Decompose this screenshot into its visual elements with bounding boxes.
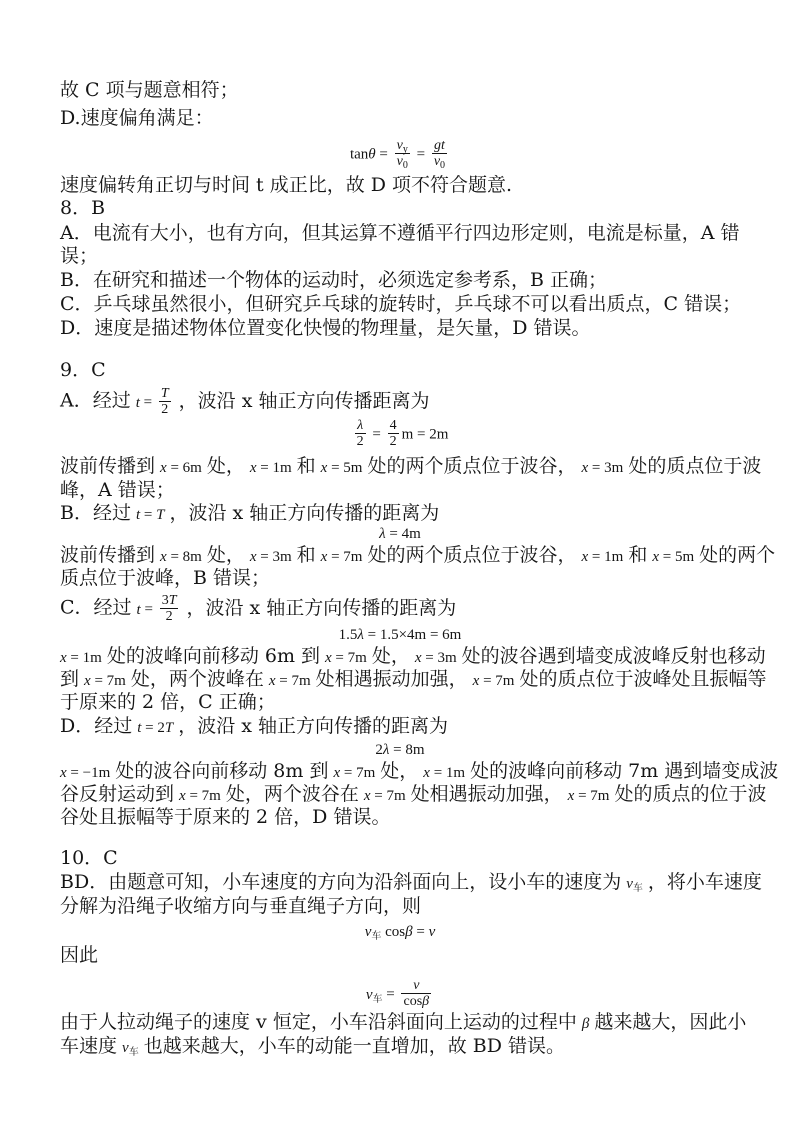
fraction (388, 418, 399, 449)
fraction-numerator (355, 418, 366, 434)
q9-option-b-line-1 (60, 543, 775, 567)
q9-option-a-line-1 (60, 454, 761, 478)
math-variable: θ (368, 146, 376, 163)
math-variable: β (422, 994, 430, 1009)
text-run: ，波沿 x 轴正方向传播的距离为 (169, 502, 440, 524)
text-run: D．经过 (60, 715, 133, 737)
text-run: B．在研究和描述一个物体的运动时，必须选定参考系，B 正确； (60, 269, 607, 291)
text-run: 到 (60, 668, 80, 690)
text-run: 处， (206, 544, 245, 566)
q9-answer-heading (60, 358, 106, 382)
text-run: D．速度是描述物体位置变化快慢的物理量，是矢量，D 错误。 (60, 317, 591, 339)
text-run: 处， (380, 760, 419, 782)
q9-option-c-line-2 (60, 667, 767, 691)
text-run: A．经过 (60, 389, 131, 412)
math-text: = (368, 426, 385, 443)
fraction-denominator (401, 994, 431, 1009)
variable-subscript: 车 (128, 1047, 139, 1058)
math-variable: x (84, 673, 91, 689)
math-text: cos (403, 994, 423, 1009)
q10-bd-therefore (60, 943, 98, 967)
text-run: 处的两个 (699, 544, 776, 566)
formula-half-wavelength (0, 418, 800, 449)
q7-d-conclusion (60, 173, 512, 197)
text-run: 处，两个波峰在 (130, 668, 264, 690)
q9-option-c-line-1 (60, 644, 766, 668)
text-run: B．经过 (60, 502, 131, 524)
math-variable: β (405, 924, 413, 940)
q9-option-d-line-1 (60, 759, 778, 783)
variable-symbol: v (122, 1040, 129, 1056)
math-text: = (375, 146, 392, 163)
text-run: 处的两个质点位于波谷， (367, 455, 577, 477)
q10-answer-heading (60, 846, 118, 870)
math-text: = 3m (256, 549, 292, 565)
fraction (432, 138, 447, 169)
math-variable: β (581, 1016, 590, 1032)
math-text: = 3m (421, 650, 457, 666)
q9-option-a-heading (60, 386, 430, 417)
math-text: = 5m (659, 549, 695, 565)
math-variable: x (160, 460, 167, 476)
variable-subscript: 车 (632, 883, 643, 894)
math-variable: x (581, 549, 589, 565)
text-run: 处的波谷向前移动 8m 到 (115, 760, 329, 782)
math-text: = 1m (256, 460, 292, 476)
math-text: = 7m (574, 788, 610, 804)
variable-subscript: 车 (372, 993, 383, 1005)
q8-option-a-line-1 (60, 221, 739, 245)
q10-bd-line-4 (60, 1034, 565, 1058)
variable-subscript: 0 (440, 160, 446, 171)
q9-option-d-line-3 (60, 805, 390, 829)
math-text: = 8m (389, 742, 425, 758)
fraction (355, 418, 366, 449)
fraction (159, 386, 171, 417)
math-text: m = 2m (401, 426, 449, 443)
math-text: = 7m (185, 788, 221, 804)
text-run: 9．C (60, 359, 106, 381)
text-run: 分解为沿绳子收缩方向与垂直绳子方向，则 (60, 895, 422, 917)
text-run: ，波沿 x 轴正方向传播距离为 (178, 389, 430, 412)
text-run: 处的两个质点位于波谷， (367, 544, 577, 566)
q9-option-c-line-3 (60, 690, 276, 714)
math-variable: x (268, 673, 276, 689)
text-run: 因此 (60, 944, 99, 966)
math-text: = 2 (141, 720, 165, 736)
subscripted-variable (122, 1040, 139, 1056)
math-text: = 7m (479, 673, 515, 689)
fraction-numerator (388, 418, 399, 434)
q8-option-d (60, 316, 591, 340)
math-variable: x (652, 549, 659, 565)
math-text: tan (349, 146, 369, 163)
math-text: = 7m (370, 788, 406, 804)
text-run: 处的质点位于波 (628, 455, 762, 477)
math-variable: t (135, 507, 141, 523)
variable-subscript: 0 (402, 160, 408, 171)
variable-subscript: 车 (371, 931, 382, 942)
text-run: 故 C 项与题意相符； (60, 79, 239, 101)
text-run: 8．B (60, 197, 106, 219)
math-text: 2 (161, 402, 169, 417)
formula-wavelength (0, 520, 800, 544)
q7-d-heading (60, 106, 214, 130)
subscripted-variable (397, 154, 408, 169)
math-variable: x (363, 788, 371, 804)
text-run: 由于人拉动绳子的速度 v 恒定，小车沿斜面向上运动的过程中 (60, 1011, 577, 1033)
text-run: 处相遇振动加强， (315, 668, 468, 690)
math-text: = 7m (275, 673, 311, 689)
math-text: = (140, 507, 157, 523)
variable-symbol: v (396, 154, 403, 169)
math-variable: x (472, 673, 480, 689)
fraction-numerator (432, 138, 447, 154)
text-run: 和 (296, 455, 316, 477)
text-run: 和 (628, 544, 648, 566)
math-variable: T (156, 507, 165, 523)
math-variable: λ (357, 418, 364, 433)
fraction-numerator (401, 978, 431, 994)
text-run: 峰，A 错误； (60, 479, 175, 501)
text-run: C．经过 (60, 596, 132, 619)
formula-tan-theta (0, 138, 800, 171)
math-text: 3 (161, 593, 169, 608)
math-text: = (412, 146, 429, 163)
fraction (160, 593, 179, 624)
text-run: 波前传播到 (60, 455, 156, 477)
math-text: = 5m (327, 460, 363, 476)
math-variable: T (168, 593, 177, 608)
fraction-numerator (160, 593, 179, 609)
text-run: C．乒乓球虽然很小，但研究乒乓球的旋转时，乒乓球不可以看出质点，C 错误； (60, 293, 742, 315)
text-run: 于原来的 2 倍，C 正确； (60, 691, 276, 713)
math-variable: x (179, 788, 186, 804)
variable-symbol: v (364, 924, 372, 940)
variable-subscript: y (402, 144, 408, 155)
math-text: cos (381, 924, 406, 940)
fraction-denominator (432, 154, 447, 169)
text-run: 波前传播到 (60, 544, 156, 566)
q9-option-c-heading (60, 593, 457, 624)
text-run: 处， (371, 645, 410, 667)
math-text: = (139, 394, 156, 411)
variable-symbol: v (433, 154, 441, 169)
q9-option-d-line-2 (60, 782, 767, 806)
math-variable: x (423, 765, 430, 781)
text-run: 处， (206, 455, 245, 477)
math-text: = 1m (429, 765, 466, 781)
q7-c-conclusion (60, 78, 239, 102)
text-run: 处，两个波谷在 (225, 783, 359, 805)
math-variable: x (320, 460, 328, 476)
q9-option-a-line-2 (60, 478, 175, 502)
math-variable: x (581, 460, 589, 476)
fraction (395, 138, 410, 169)
math-variable: λ (379, 526, 386, 542)
formula-one-and-half-wavelength (0, 621, 800, 645)
math-text: = 7m (327, 549, 363, 565)
formula-velocity-component (0, 918, 800, 942)
math-text: = (412, 924, 429, 940)
formula-cart-velocity (0, 978, 800, 1009)
math-text: 2 (375, 742, 383, 758)
math-variable: v (413, 978, 420, 993)
fraction-denominator (159, 402, 171, 417)
text-run: 谷反射运动到 (60, 783, 175, 805)
math-variable: x (414, 650, 422, 666)
text-run: 越来越大，因此小 (594, 1011, 747, 1033)
subscripted-variable (434, 154, 445, 169)
text-run: ，波沿 x 轴正方向传播的距离为 (178, 715, 449, 737)
math-text: = 7m (340, 765, 376, 781)
math-text: = 7m (90, 673, 126, 689)
q10-bd-line-2 (60, 894, 421, 918)
math-variable: x (60, 765, 67, 781)
variable-symbol: v (365, 986, 373, 1003)
subscripted-variable (365, 924, 382, 940)
fraction-numerator (395, 138, 410, 154)
text-run: 速度偏转角正切与时间 t 成正比，故 D 项不符合题意. (60, 174, 513, 196)
math-variable: t (136, 601, 141, 618)
math-variable: x (325, 650, 332, 666)
text-run: 质点位于波峰，B 错误； (60, 567, 271, 589)
math-variable: x (60, 650, 67, 666)
fraction (401, 978, 431, 1009)
math-text: 2 (356, 434, 364, 449)
math-variable: λ (357, 627, 364, 643)
text-run: 处的质点位于波峰处且振幅等 (519, 668, 767, 690)
math-text: 1.5 (338, 627, 358, 643)
math-variable: x (249, 549, 257, 565)
variable-symbol: v (396, 138, 403, 153)
math-text: 4 (389, 418, 397, 433)
text-run: 误； (60, 245, 99, 267)
text-run: ，波沿 x 轴正方向传播的距离为 (186, 596, 457, 619)
q10-bd-line-3 (60, 1010, 746, 1034)
subscripted-variable (366, 987, 383, 1003)
q8-answer-heading (60, 196, 105, 220)
math-variable: x (567, 788, 575, 804)
text-run: 10．C (60, 847, 118, 869)
text-run: 处的波谷遇到墙变成波峰反射也移动 (461, 645, 766, 667)
math-text: = 3m (588, 460, 624, 476)
math-text: = 4m (385, 526, 421, 542)
text-run: BD．由题意可知，小车速度的方向为沿斜面向上，设小车的速度为 (60, 871, 622, 893)
math-variable: t (135, 394, 140, 411)
math-variable: T (160, 386, 169, 401)
math-variable: x (249, 460, 257, 476)
text-run: 处的波峰向前移动 6m 到 (106, 645, 320, 667)
math-text: 2 (389, 434, 397, 449)
text-run: A．电流有大小，也有方向，但其运算不遵循平行四边形定则，电流是标量，A 错 (60, 222, 740, 244)
fraction-denominator (395, 154, 410, 169)
text-run: 也越来越大，小车的动能一直增加，故 BD 错误。 (143, 1035, 565, 1057)
q8-option-c (60, 292, 741, 316)
math-text: = 1m (66, 650, 102, 666)
text-run: 处相遇振动加强， (410, 783, 563, 805)
math-variable: x (160, 549, 167, 565)
math-variable: λ (382, 742, 390, 758)
math-variable: x (320, 549, 328, 565)
math-text: = 1m (588, 549, 624, 565)
text-run: 和 (296, 544, 316, 566)
q9-option-d-heading (60, 714, 448, 738)
math-variable: T (164, 720, 174, 736)
math-text: 2 (165, 609, 173, 624)
math-variable: v (428, 924, 436, 940)
q8-option-a-line-2 (60, 244, 98, 268)
math-text: = 7m (331, 650, 367, 666)
math-text: = −1m (66, 765, 111, 781)
math-variable: x (333, 765, 341, 781)
q8-option-b (60, 268, 607, 292)
text-run: ，将小车速度 (647, 871, 762, 893)
text-run: D.速度偏角满足： (60, 107, 214, 129)
math-text: = 1.5×4m = 6m (363, 627, 462, 643)
formula-two-wavelengths (0, 736, 800, 760)
fraction-numerator (159, 386, 171, 402)
q9-option-b-line-2 (60, 566, 270, 590)
math-text: = (140, 601, 157, 618)
math-text: = (382, 986, 399, 1003)
subscripted-variable (626, 876, 643, 892)
text-run: 处的波峰向前移动 7m 遇到墙变成波 (470, 760, 779, 782)
fraction-denominator (388, 434, 399, 449)
text-run: 车速度 (60, 1035, 118, 1057)
math-text: = 8m (166, 549, 202, 565)
fraction-denominator (355, 434, 366, 449)
text-run: 处的质点的位于波 (614, 783, 767, 805)
text-run: 谷处且振幅等于原来的 2 倍，D 错误。 (60, 806, 391, 828)
math-variable: t (137, 720, 142, 736)
subscripted-variable (397, 138, 408, 153)
q10-bd-line-1 (60, 870, 762, 894)
variable-symbol: v (626, 876, 633, 892)
math-variable: gt (433, 138, 445, 153)
math-text: = 6m (166, 460, 202, 476)
